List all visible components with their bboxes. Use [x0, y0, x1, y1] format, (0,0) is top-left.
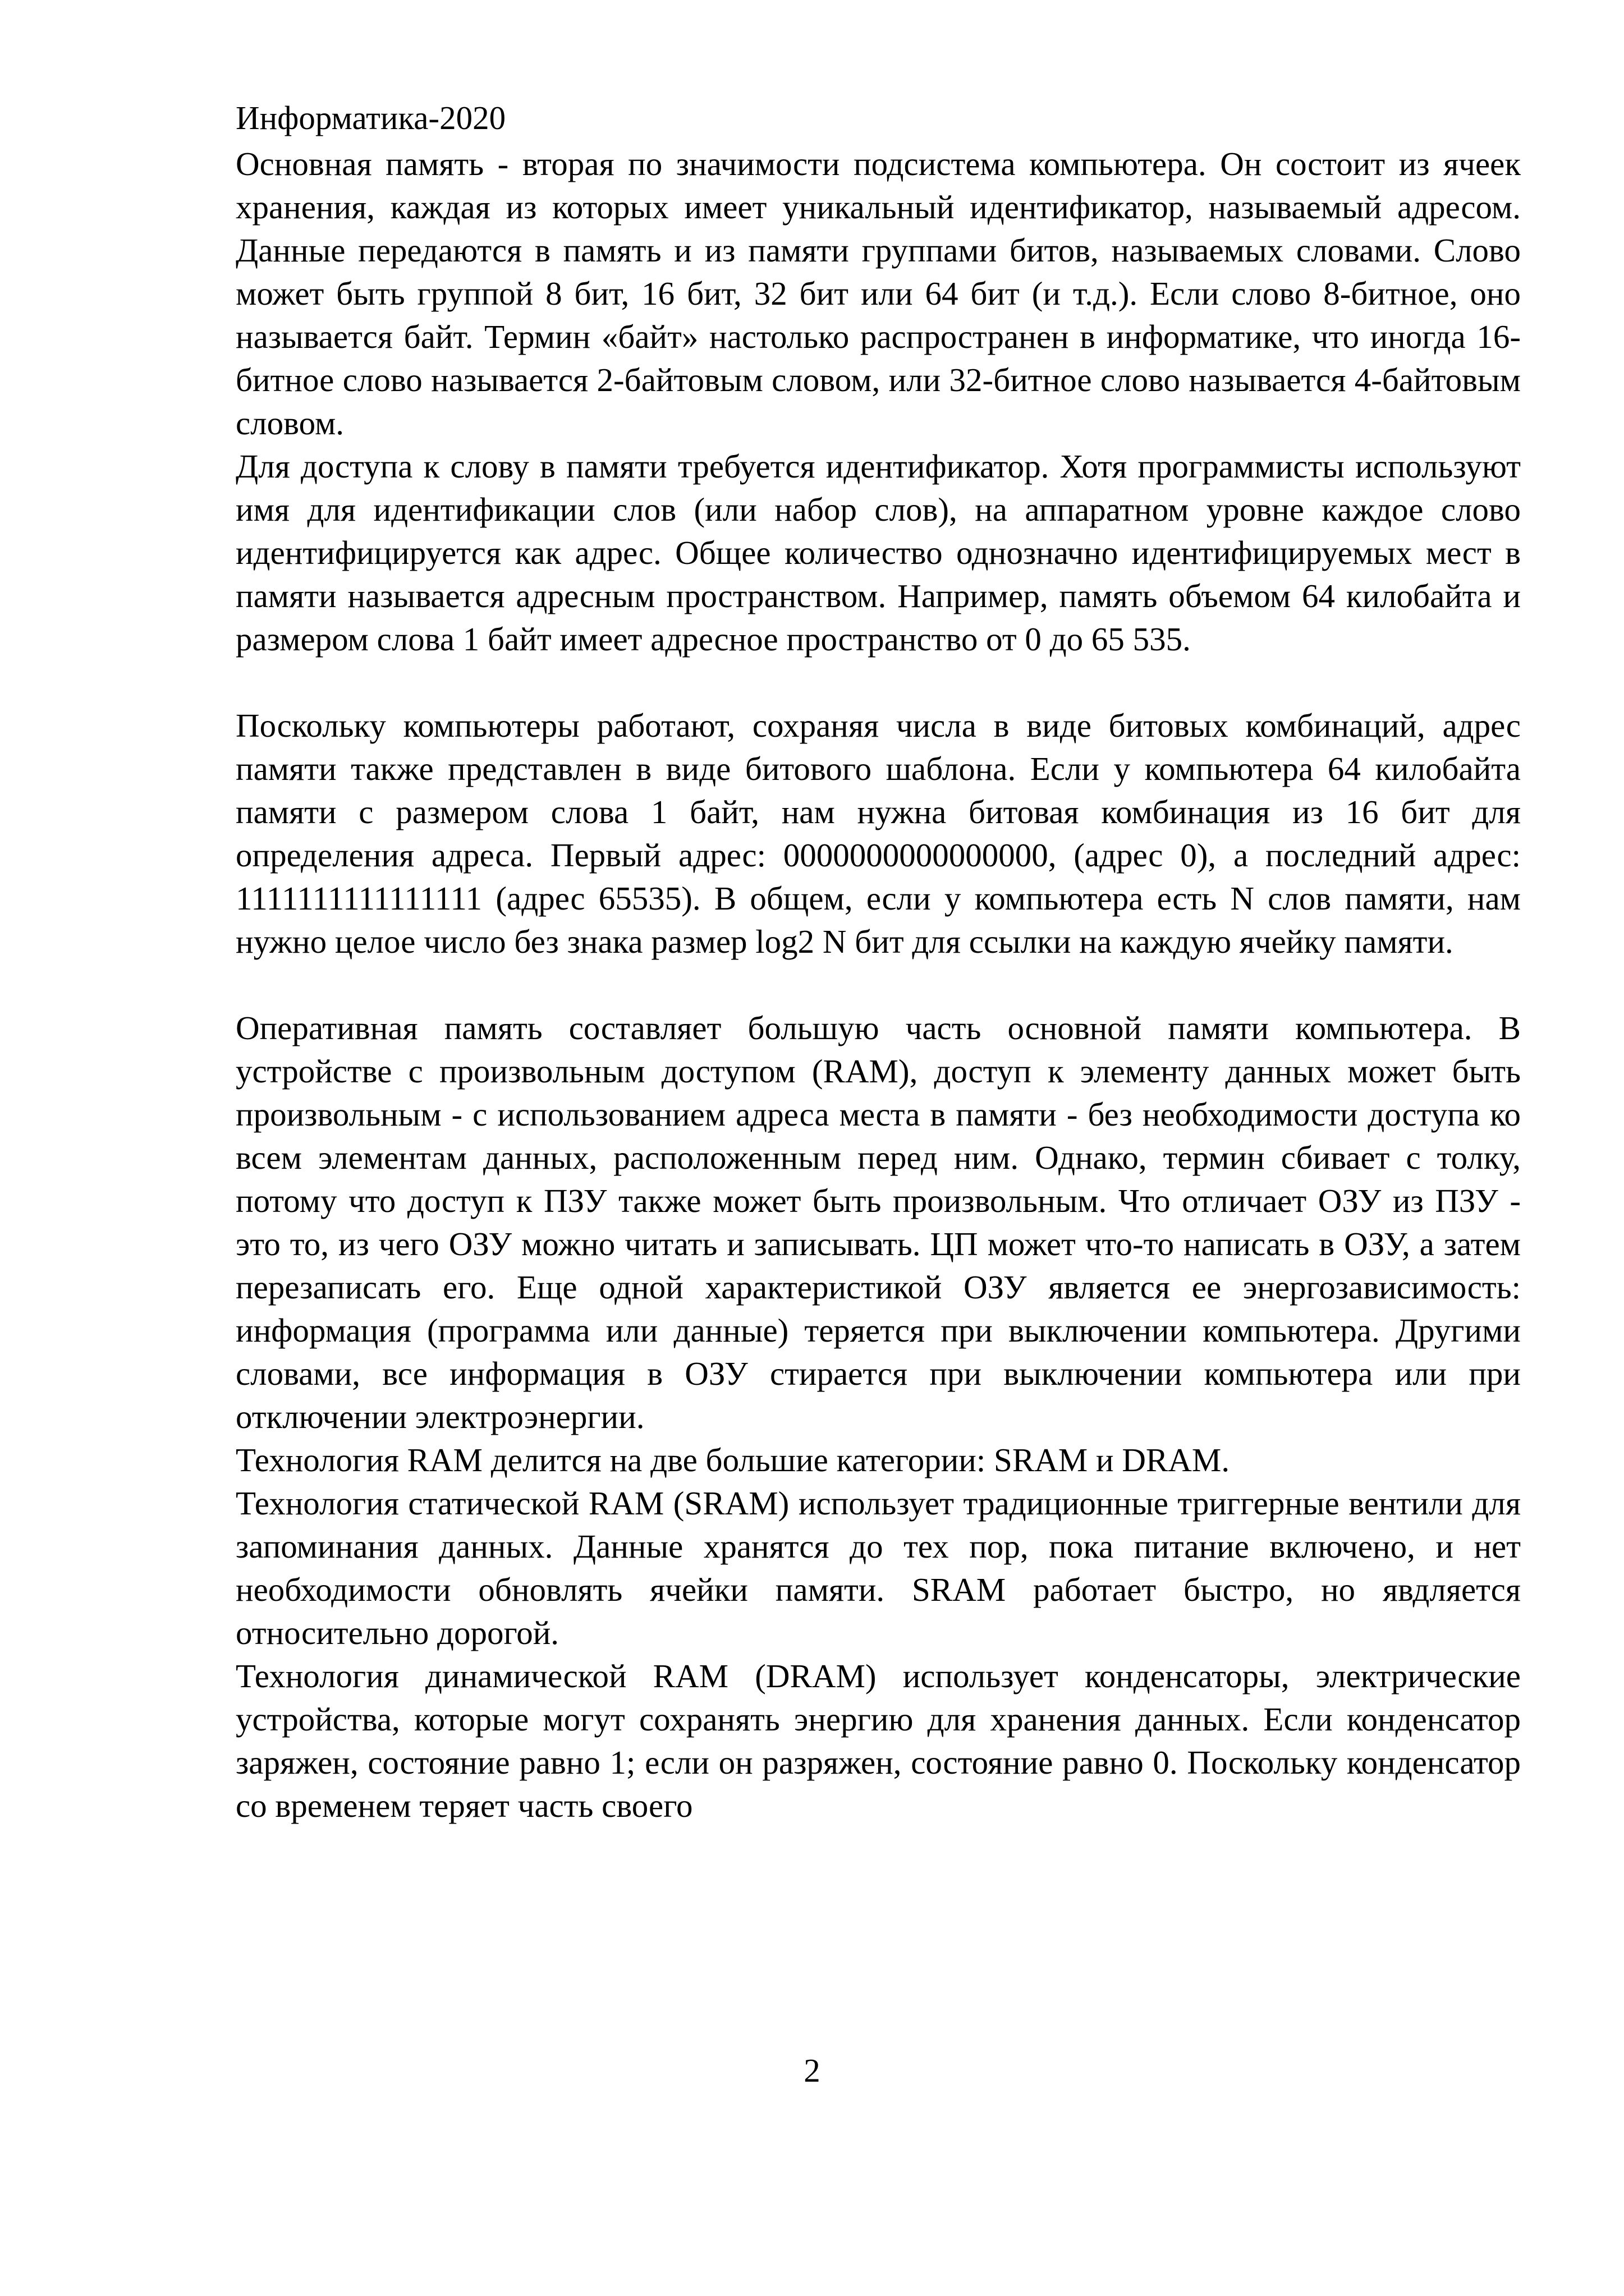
- paragraph-main-memory: Основная память - вторая по значимости подсистема компьютера. Он состоит из ячеек хранения, каждая из которых имеет уникальный идентификатор, называемый адресом. Данные передаются в память и из памяти группами битов, называемых словами. Слово может быть группой 8 бит, 16 бит, 32 бит или 64 бит (и т.д.). Если слово 8-битное, оно называется байт. Термин «байт» настолько распространен в информатике, что иногда 16-битное слово называется 2-байтовым словом, или 32-битное слово называется 4-байтовым словом.: [236, 145, 1521, 442]
- paragraph-address-space: Для доступа к слову в памяти требуется идентификатор. Хотя программисты используют имя для идентификации слов (или набор слов), на аппаратном уровне каждое слово идентифицируется как адрес. Общее количество однозначно идентифицируемых мест в памяти называется адресным пространством. Например, память объемом 64 килобайта и размером слова 1 байт имеет адресное пространство от 0 до 65 535.: [236, 448, 1521, 658]
- paragraph-dram: Технология динамической RAM (DRAM) использует конденсаторы, электрические устройства, которые могут сохранять энергию для хранения данных. Если конденсатор заряжен, состояние равно 1; если он разряжен, состояние равно 0. Поскольку конденсатор со временем теряет часть своего: [236, 1657, 1521, 1824]
- section-ram: [236, 1007, 1521, 1827]
- section-main-memory: [236, 143, 1521, 661]
- paragraph-bit-patterns: Поскольку компьютеры работают, сохраняя числа в виде битовых комбинаций, адрес памяти также представлен в виде битового шаблона. Если у компьютера 64 килобайта памяти с размером слова 1 байт, нам нужна битовая комбинация из 16 бит для определения адреса. Первый адрес: 0000000000000000, (адрес 0), а последний адрес: 1111111111111111 (адрес 65535). В общем, если у компьютера есть N слов памяти, нам нужно целое число без знака размер log2 N бит для ссылки на каждую ячейку памяти.: [236, 707, 1521, 960]
- paragraph-sram: Технология статической RAM (SRAM) использует традиционные триггерные вентили для запоминания данных. Данные хранятся до тех пор, пока питание включено, и нет необходимости обновлять ячейки памяти. SRAM работает быстро, но явдляется относительно дорогой.: [236, 1485, 1521, 1651]
- paragraph-gap: [236, 661, 1521, 704]
- running-header: Информатика-2020: [236, 99, 506, 136]
- paragraph-ram-categories: Технология RAM делится на две большие категории: SRAM и DRAM.: [236, 1441, 1230, 1478]
- paragraph-ram: Оперативная память составляет большую часть основной памяти компьютера. В устройстве с произвольным доступом (RAM), доступ к элементу данных может быть произвольным - с использованием адреса места в памяти - без необходимости доступа ко всем элементам данных, расположенным перед ним. Однако, термин сбивает с толку, потому что доступ к ПЗУ также может быть произвольным. Что отличает ОЗУ из ПЗУ - это то, из чего ОЗУ можно читать и записывать. ЦП может что-то написать в ОЗУ, а затем перезаписать его. Еще одной характеристикой ОЗУ является ее энергозависимость: информация (программа или данные) теряется при выключении компьютера. Другими словами, все информация в ОЗУ стирается при выключении компьютера или при отключении электроэнергии.: [236, 1009, 1521, 1435]
- page-number: 2: [804, 2052, 820, 2089]
- page-content: [236, 95, 1521, 1827]
- section-bit-patterns: [236, 704, 1521, 963]
- paragraph-gap: [236, 963, 1521, 1007]
